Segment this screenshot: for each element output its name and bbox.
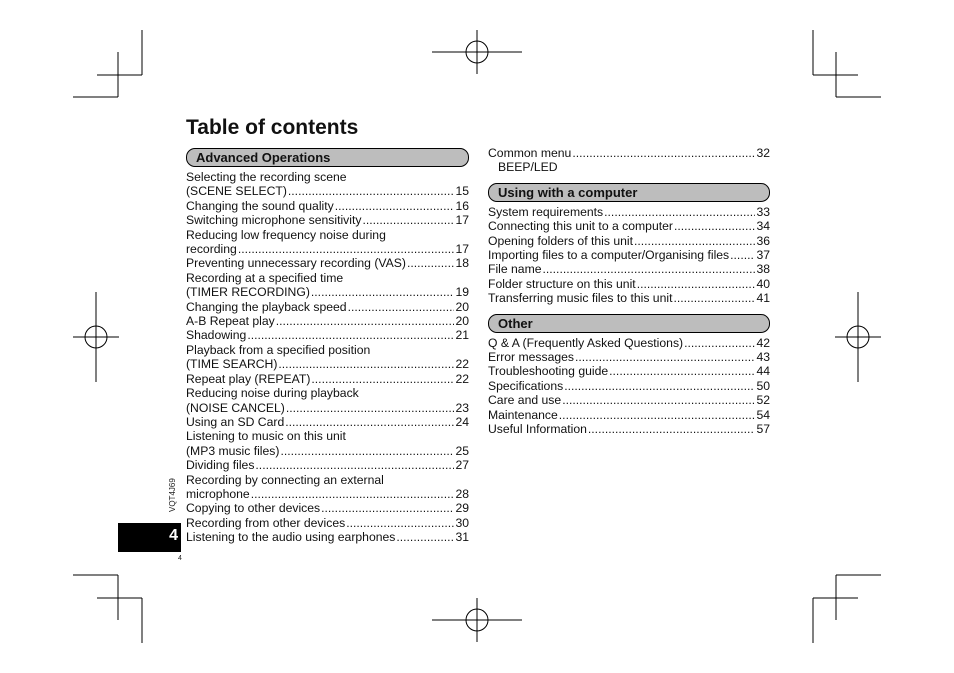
toc-entry-row [186,256,469,270]
toc-entry-page: 31 [455,530,469,545]
leader-dots [276,314,455,328]
leader-dots [335,199,455,213]
toc-entry-page: 38 [756,262,770,277]
toc-entry[interactable] [186,343,469,372]
toc-entry[interactable] [488,205,770,219]
toc-entry-row [186,199,469,213]
toc-entry-page: 18 [455,256,469,271]
toc-entry-page: 29 [455,501,469,516]
toc-entry-row [488,422,770,436]
leader-dots [288,184,455,198]
toc-entry-page: 40 [756,276,770,291]
toc-entry-row [186,328,469,342]
toc-entry[interactable] [186,458,469,472]
leader-dots [634,234,755,248]
toc-entry[interactable] [186,415,469,429]
leader-dots [609,364,755,378]
toc-entry-label: Opening folders of this unit [488,233,633,248]
toc-entry-row [488,205,770,219]
leader-dots [564,379,755,393]
toc-entry-page: 30 [455,515,469,530]
toc-entry-label: Changing the playback speed [186,299,347,314]
toc-entry-label: Maintenance [488,407,558,422]
toc-entry-row [186,372,469,386]
leader-dots [572,146,755,160]
toc-entry[interactable] [488,291,770,305]
toc-entry-label: Importing files to a computer/Organising files [488,248,730,263]
toc-entry[interactable] [186,271,469,300]
toc-entry-page: 41 [756,291,770,306]
toc-entry[interactable] [186,228,469,257]
toc-entry[interactable] [488,146,770,160]
toc-entry-label: Specifications [488,378,564,393]
toc-entry-label: Listening to the audio using earphones [186,530,396,545]
toc-entry-label: Useful Information [488,422,587,437]
toc-entry-label: recording [186,242,237,257]
toc-entry-page: 20 [455,314,469,329]
toc-entry-label: A-B Repeat play [186,314,275,329]
toc-entry-label: Changing the sound quality [186,198,334,213]
leader-dots [346,516,454,530]
toc-entry-row [186,184,469,198]
toc-entry-row [186,444,469,458]
toc-entry[interactable] [488,234,770,248]
toc-entry-label-line: Reducing noise during playback [186,386,359,401]
toc-entry[interactable] [488,379,770,393]
toc-entry-label: (TIME SEARCH) [186,357,278,372]
leader-dots [280,444,454,458]
toc-entry-label: Common menu [488,146,572,160]
toc-entry-label: (SCENE SELECT) [186,184,287,199]
toc-entry-row [488,379,770,393]
leader-dots [238,242,455,256]
toc-entry-row [488,364,770,378]
toc-entry[interactable] [186,372,469,386]
leader-dots [684,336,755,350]
toc-subentry: BEEP/LED [498,160,558,175]
section-header-using-with-a-computer: Using with a computer [488,183,770,202]
toc-entry-page: 19 [455,285,469,300]
registration-mark-left [73,292,119,382]
toc-entry-page: 57 [756,422,770,437]
toc-entry-row [488,262,770,276]
toc-entry-label: Folder structure on this unit [488,276,636,291]
toc-entry-label: Dividing files [186,458,255,473]
toc-entry[interactable] [186,386,469,415]
toc-entry-label: Copying to other devices [186,501,321,516]
toc-entry-page: 16 [455,198,469,213]
toc-entry-label: Using an SD Card [186,414,285,429]
leader-dots [321,501,454,515]
toc-entry-page: 20 [455,299,469,314]
toc-entry-label: Recording from other devices [186,515,346,530]
toc-entry-label-line: Reducing low frequency noise during [186,227,386,242]
toc-right-column [488,146,770,437]
page-number-small: 4 [178,555,182,562]
toc-entry-page: 22 [455,357,469,372]
toc-entry[interactable] [186,501,469,515]
toc-entry-label: microphone [186,486,250,501]
toc-entry-label-line: Selecting the recording scene [186,170,347,184]
toc-entry-label: Connecting this unit to a computer [488,219,673,234]
registration-mark-right [835,292,881,382]
leader-dots [362,213,454,227]
toc-entry-row [186,401,469,415]
leader-dots [407,256,455,270]
toc-entry-label: Q & A (Frequently Asked Questions) [488,335,684,350]
toc-entry[interactable] [186,328,469,342]
page-number: 4 [169,527,178,544]
toc-entry-row [488,219,770,233]
toc-entry[interactable] [488,262,770,276]
toc-entry-label: File name [488,262,542,277]
leader-dots [588,422,756,436]
toc-entry[interactable] [488,364,770,378]
toc-entry-row [186,458,469,472]
toc-entry-row [186,300,469,314]
toc-entry-label: Switching microphone sensitivity [186,213,362,228]
leader-dots [543,262,756,276]
section-header-other: Other [488,314,770,333]
page-number-tab [118,523,181,552]
section-header-advanced-operations: Advanced Operations [186,148,469,167]
toc-entry-page: 28 [455,486,469,501]
toc-entry-row [186,314,469,328]
toc-entry[interactable] [186,213,469,227]
toc-entry-row [488,393,770,407]
toc-entry[interactable] [186,516,469,530]
toc-entry-page: 24 [455,414,469,429]
document-code: VQT4J69 [168,478,177,512]
leader-dots [575,350,755,364]
leader-dots [278,357,454,371]
toc-entry-row [488,291,770,305]
leader-dots [396,530,454,544]
toc-entry-row [186,242,469,256]
toc-entry-label-line: Listening to music on this unit [186,429,346,444]
toc-entry-page: 50 [756,378,770,393]
toc-entry[interactable] [186,473,469,502]
toc-entry-page: 42 [756,335,770,350]
toc-entry-page: 21 [455,328,469,343]
toc-entry-page: 17 [455,242,469,257]
toc-entry-page: 44 [756,364,770,379]
toc-entry-row [186,357,469,371]
toc-entry[interactable] [186,170,469,199]
toc-entry[interactable] [488,408,770,422]
toc-entry-label: Transferring music files to this unit [488,291,673,306]
toc-entry-label: Error messages [488,350,575,365]
toc-entry[interactable] [186,300,469,314]
toc-entry-row [488,234,770,248]
toc-entry[interactable] [488,393,770,407]
toc-entry-row [488,277,770,291]
toc-entry-page: 43 [756,350,770,365]
toc-entry-page: 32 [756,146,770,160]
toc-entry-row [186,415,469,429]
toc-entry-page: 52 [756,393,770,408]
toc-entry-label: (MP3 music files) [186,443,280,458]
toc-entry-page: 54 [756,407,770,422]
toc-entry-label-line: Playback from a specified position [186,342,371,357]
toc-left-column [186,148,469,545]
toc-entry-row [488,336,770,350]
toc-entry-row [488,248,770,262]
toc-entry-row [488,350,770,364]
toc-entry[interactable] [488,219,770,233]
toc-entry-page: 22 [455,371,469,386]
toc-entry-label-line: Recording at a specified time [186,270,344,285]
toc-entry[interactable] [488,248,770,262]
leader-dots [673,291,755,305]
toc-entry[interactable] [186,530,469,544]
toc-entry[interactable] [488,350,770,364]
toc-entry[interactable] [186,256,469,270]
leader-dots [311,372,454,386]
toc-entry-page: 37 [756,248,770,263]
toc-entry-row [186,516,469,530]
toc-entry-page: 34 [756,219,770,234]
toc-entry[interactable] [488,336,770,350]
toc-entry[interactable] [186,199,469,213]
toc-entry-label: (TIMER RECORDING) [186,285,310,300]
toc-entry-page: 36 [756,233,770,248]
toc-entry-page: 15 [455,184,469,199]
toc-entry-label: Repeat play (REPEAT) [186,371,311,386]
toc-entry-list [186,170,469,545]
toc-entry-label: (NOISE CANCEL) [186,400,285,415]
toc-entry-page: 27 [455,458,469,473]
toc-entry-row [186,501,469,515]
toc-entry-row [186,530,469,544]
toc-entry-row [186,285,469,299]
leader-dots [562,393,755,407]
toc-entry[interactable] [186,429,469,458]
toc-entry-list [488,336,770,437]
leader-dots [730,248,755,262]
toc-entry-label: Care and use [488,393,562,408]
toc-entry-row [186,213,469,227]
leader-dots [286,401,455,415]
toc-entry[interactable] [186,314,469,328]
leader-dots [285,415,454,429]
toc-entry-label: Troubleshooting guide [488,364,609,379]
leader-dots [674,219,755,233]
toc-entry-page: 33 [756,204,770,219]
toc-entry-label: Preventing unnecessary recording (VAS) [186,256,406,271]
toc-entry-row [186,487,469,501]
leader-dots [348,300,455,314]
registration-mark-top [432,30,522,74]
toc-entry-page: 25 [455,443,469,458]
toc-entry-label: System requirements [488,204,604,219]
leader-dots [247,328,454,342]
leader-dots [637,277,756,291]
registration-mark-bottom [432,598,522,642]
toc-entry-label-line: Recording by connecting an external [186,472,384,487]
toc-entry-row [488,408,770,422]
toc-entry-page: 23 [455,400,469,415]
leader-dots [604,205,755,219]
leader-dots [251,487,455,501]
leader-dots [311,285,455,299]
toc-entry-page: 17 [455,213,469,228]
leader-dots [255,458,454,472]
toc-entry-label: Shadowing [186,328,247,343]
toc-entry-list [488,205,770,306]
leader-dots [559,408,756,422]
toc-entry[interactable] [488,422,770,436]
toc-entry[interactable] [488,277,770,291]
page-title: Table of contents [186,116,359,139]
